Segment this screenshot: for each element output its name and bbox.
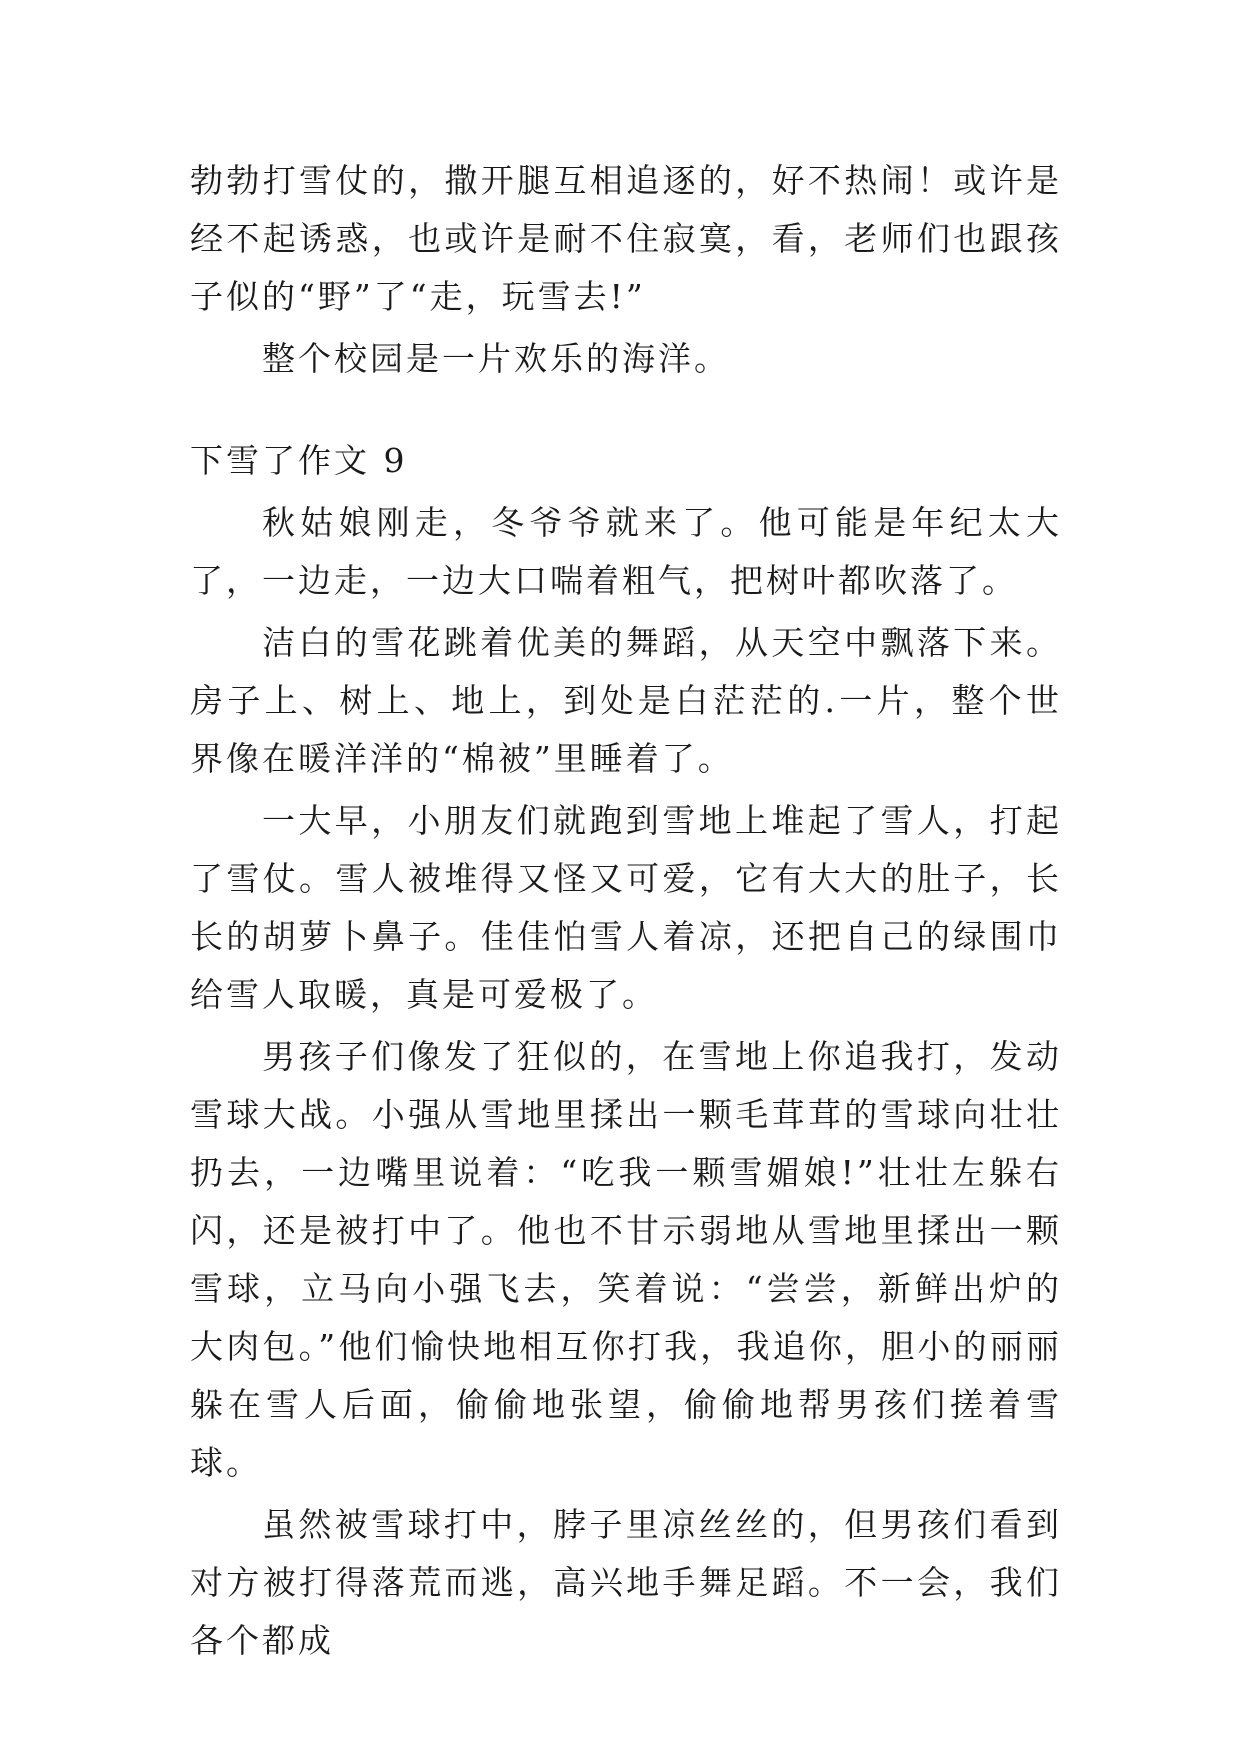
essay-text-column xyxy=(190,152,1062,1670)
essay-paragraph: 男孩子们像发了狂似的，在雪地上你追我打，发动雪球大战。小强从雪地里揉出一颗毛茸茸的雪球向壮壮扔去，一边嘴里说着：“吃我一颗雪媚娘!”壮壮左躲右闪，还是被打中了。他也不甘示弱地从雪地里揉出一颗雪球，立马向小强飞去，笑着说：“尝尝，新鲜出炉的大肉包。”他们愉快地相互你打我，我追你，胆小的丽丽躲在雪人后面，偷偷地张望，偷偷地帮男孩们搓着雪球。 xyxy=(190,1037,1062,1482)
essay-paragraph: 虽然被雪球打中，脖子里凉丝丝的，但男孩们看到对方被打得落荒而逃，高兴地手舞足蹈。不一会，我们各个都成 xyxy=(190,1505,1062,1660)
essay-paragraph: 一大早，小朋友们就跑到雪地上堆起了雪人，打起了雪仗。雪人被堆得又怪又可爱，它有大大的肚子，长长的胡萝卜鼻子。佳佳怕雪人着凉，还把自己的绿围巾给雪人取暖，真是可爱极了。 xyxy=(190,801,1062,1014)
essay-paragraph: 秋姑娘刚走，冬爷爷就来了。他可能是年纪太大了，一边走，一边大口喘着粗气，把树叶都吹落了。 xyxy=(190,503,1062,600)
continuation-paragraph: 勃勃打雪仗的，撒开腿互相追逐的，好不热闹！或许是经不起诱惑，也或许是耐不住寂寞，看，老师们也跟孩子似的“野”了“走，玩雪去!” xyxy=(190,161,1062,316)
closing-paragraph: 整个校园是一片欢乐的海洋。 xyxy=(262,339,730,378)
essay-paragraph: 洁白的雪花跳着优美的舞蹈，从天空中飘落下来。房子上、树上、地上，到处是白茫茫的.一片，整个世界像在暖洋洋的“棉被”里睡着了。 xyxy=(190,623,1062,778)
section-title: 下雪了作文 9 xyxy=(190,441,408,480)
